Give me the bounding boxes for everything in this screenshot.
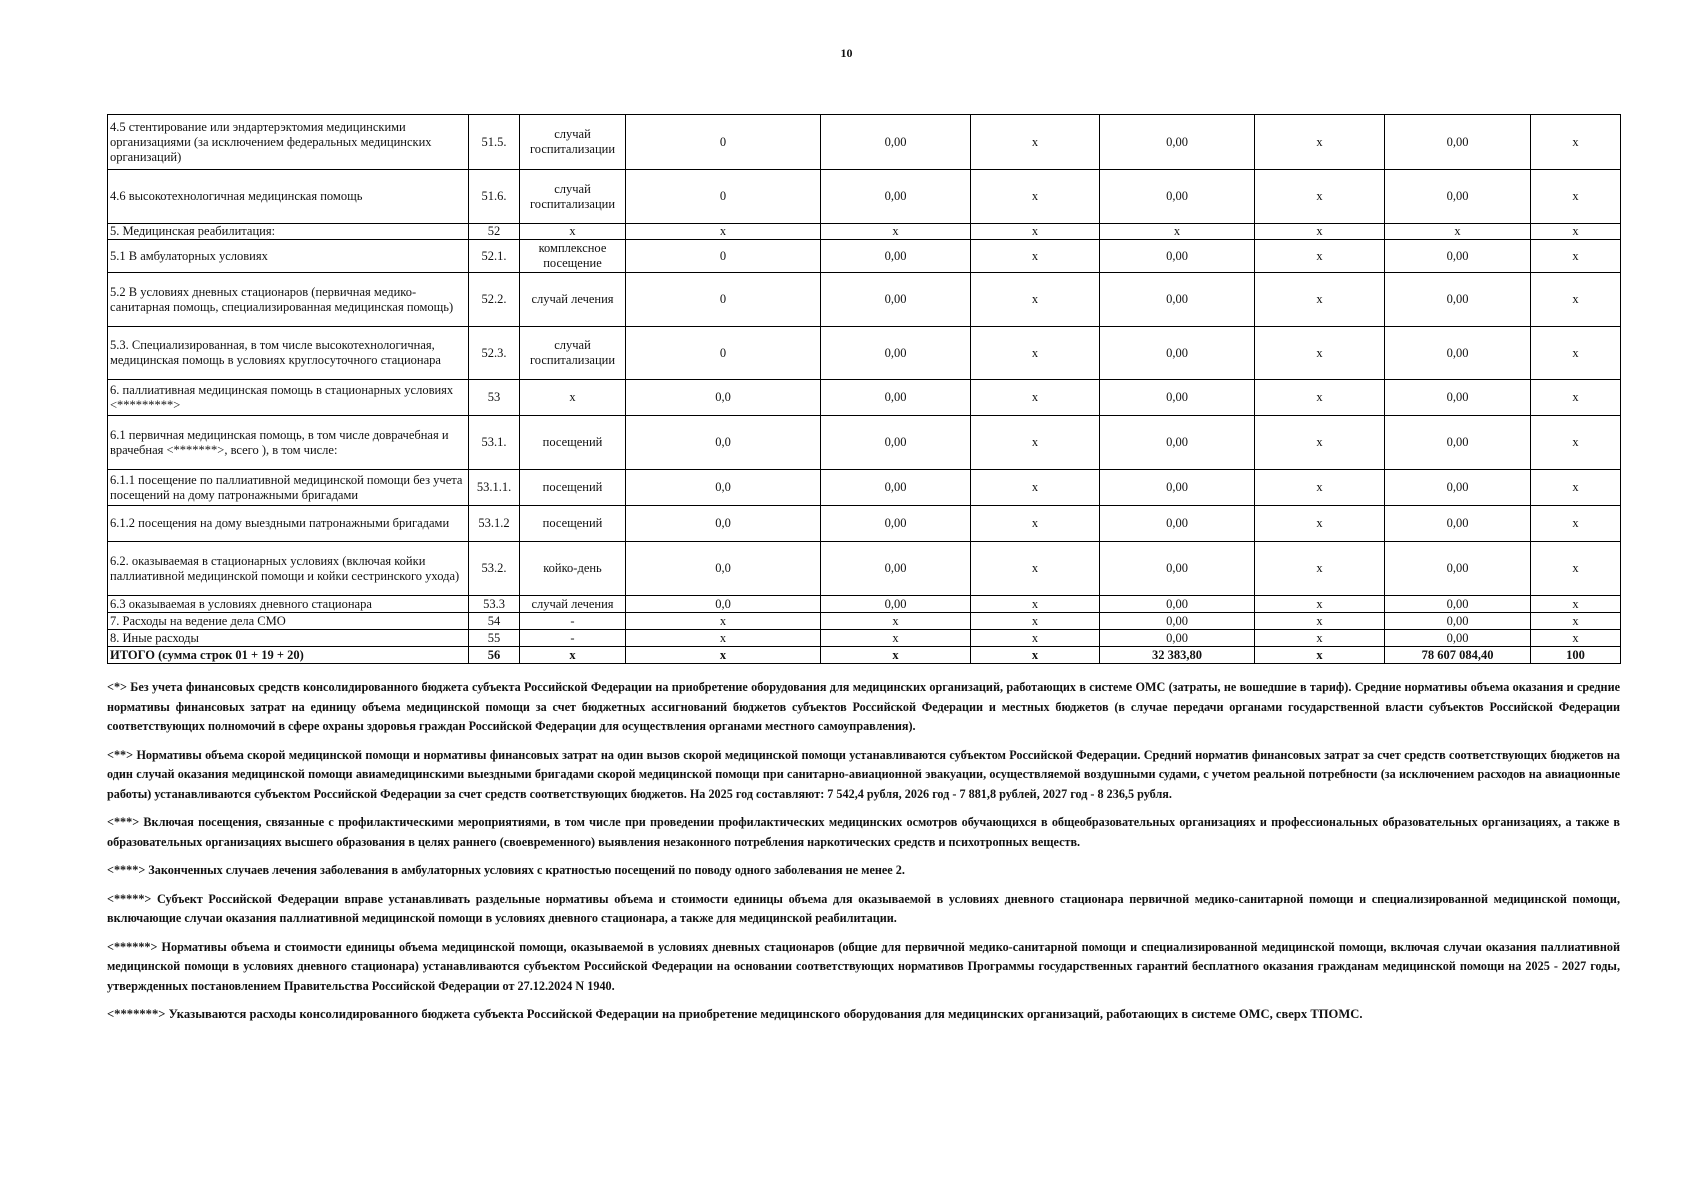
cell: 0,00 [821,506,971,542]
cell: x [1255,273,1385,327]
row-number: 52.3. [469,327,520,380]
row-name: 6. паллиативная медицинская помощь в стационарных условиях <*********> [108,380,469,416]
cell: 0,00 [1385,613,1531,630]
cell: 0,00 [1100,273,1255,327]
cell: x [1100,224,1255,240]
cell: 0,00 [1385,416,1531,470]
row-unit: случай лечения [520,596,626,613]
row-unit: x [520,380,626,416]
cell: 0,00 [821,327,971,380]
cell: 100 [1531,647,1621,664]
cell: 0 [626,273,821,327]
row-name: 4.5 стентирование или эндартерэктомия медицинскими организациями (за исключением федеральных медицинских организаций) [108,115,469,170]
cell: x [1531,416,1621,470]
cell: 0,00 [1385,630,1531,647]
cell: x [971,170,1100,224]
row-unit: посещений [520,470,626,506]
cell: x [971,273,1100,327]
row-number: 52 [469,224,520,240]
cell: 0,00 [1385,170,1531,224]
row-name: 5. Медицинская реабилитация: [108,224,469,240]
cell: 0,0 [626,380,821,416]
cell: x [1531,224,1621,240]
cell: x [821,224,971,240]
row-name: 5.1 В амбулаторных условиях [108,240,469,273]
cell: x [1255,542,1385,596]
table-row [108,273,1621,327]
cell: x [626,224,821,240]
cell: 0,0 [626,506,821,542]
total-row [108,647,1621,664]
cell: x [1255,224,1385,240]
cell: 0,00 [1385,380,1531,416]
cell: 0,00 [821,170,971,224]
cell: 0,00 [821,380,971,416]
row-unit: комплексное посещение [520,240,626,273]
table-row [108,380,1621,416]
cell: x [1531,273,1621,327]
cell: x [1255,647,1385,664]
row-number: 52.1. [469,240,520,273]
table-row [108,613,1621,630]
row-name: 4.6 высокотехнологичная медицинская помощь [108,170,469,224]
cell: x [1255,630,1385,647]
table-row [108,596,1621,613]
cell: 0,00 [1100,596,1255,613]
page-number: 10 [840,46,853,60]
row-number: 55 [469,630,520,647]
row-name: 8. Иные расходы [108,630,469,647]
cell: 0 [626,170,821,224]
cell: x [971,240,1100,273]
footnote: <*****> Субъект Российской Федерации вправе устанавливать раздельные нормативы объема и стоимости единицы объема для оказываемой в условиях дневного стационара первичной медико-санитарной помощи и специализированной медицинской помощи, включающие случаи оказания паллиативной медицинской помощи в условиях дневного стационара, а также для медицинской реабилитации. [107,891,1620,925]
row-number: 51.5. [469,115,520,170]
cell: 0,0 [626,596,821,613]
row-number: 56 [469,647,520,664]
cell: x [626,630,821,647]
table-row [108,327,1621,380]
cell: x [1531,170,1621,224]
cell: x [1385,224,1531,240]
cell: 0,00 [1100,506,1255,542]
table-row [108,170,1621,224]
cell: x [1255,327,1385,380]
cell: x [1255,506,1385,542]
cell: 0 [626,240,821,273]
cell: x [971,224,1100,240]
table-row [108,630,1621,647]
cell: 0,0 [626,416,821,470]
row-number: 52.2. [469,273,520,327]
row-unit: x [520,224,626,240]
footnote: <****> Законченных случаев лечения заболевания в амбулаторных условиях с кратностью посещений по поводу одного заболевания не менее 2. [107,863,905,877]
cell: x [1255,596,1385,613]
cell: 0,00 [1385,327,1531,380]
cell: x [1531,115,1621,170]
cell: 0,00 [1100,170,1255,224]
cell: x [971,380,1100,416]
table-row [108,542,1621,596]
row-unit: случай госпитализации [520,170,626,224]
cell: x [971,596,1100,613]
cell: x [821,613,971,630]
cell: x [1531,470,1621,506]
cell: 0,00 [1100,240,1255,273]
row-unit: случай госпитализации [520,115,626,170]
row-number: 53.1. [469,416,520,470]
cell: x [971,647,1100,664]
cell: 0,00 [821,240,971,273]
footnote: <***> Включая посещения, связанные с профилактическими мероприятиями, в том числе при проведении профилактических медицинских осмотров обучающихся в общеобразовательных организациях и профессиональных образовательных организациях, а также в образовательных организациях высшего образования в целях раннего (своевременного) выявления незаконного потребления наркотических средств и психотропных веществ. [107,815,1620,849]
cell: x [1531,542,1621,596]
cell: 0,00 [1100,470,1255,506]
cell: 0,00 [821,470,971,506]
cell: x [1531,506,1621,542]
cell: x [1255,170,1385,224]
cell: x [971,470,1100,506]
footnote: <**> Нормативы объема скорой медицинской помощи и нормативы финансовых затрат на один вызов скорой медицинской помощи устанавливаются субъектом Российской Федерации. Средний норматив финансовых затрат за счет средств соответствующих бюджетов на один случай оказания медицинской помощи авиамедицинскими выездными бригадами скорой медицинской помощи при санитарно-авиационной эвакуации, осуществляемой воздушными судами, с учетом реальной потребности (за исключением расходов на авиационные работы) устанавливаются субъектом Российской Федерации за счет средств соответствующих бюджетов. На 2025 год составляют: 7 542,4 рубля, 2026 год - 7 881,8 рублей, 2027 год - 8 236,5 рубля. [107,747,1620,801]
cell: 0,00 [1385,542,1531,596]
cell: x [821,647,971,664]
cell: 0,00 [1100,613,1255,630]
table-row [108,240,1621,273]
row-number: 51.6. [469,170,520,224]
cell: 0,00 [1100,542,1255,596]
row-name: 6.1 первичная медицинская помощь, в том числе доврачебная и врачебная <*******>, всего ), в том числе: [108,416,469,470]
cell: 0,00 [1100,416,1255,470]
cell: 0,00 [1100,327,1255,380]
row-unit: - [520,613,626,630]
row-unit: случай лечения [520,273,626,327]
row-unit: случай госпитализации [520,327,626,380]
cell: 0,0 [626,542,821,596]
cell: x [1255,380,1385,416]
row-number: 53.2. [469,542,520,596]
cell: 0,00 [1385,506,1531,542]
cell: 0,0 [626,470,821,506]
cell: x [1531,240,1621,273]
row-name: ИТОГО (сумма строк 01 + 19 + 20) [108,647,469,664]
cell: x [971,630,1100,647]
cell: x [1255,115,1385,170]
row-number: 53 [469,380,520,416]
footnote: <*> Без учета финансовых средств консолидированного бюджета субъекта Российской Федерации на приобретение оборудования для медицинских организаций, работающих в системе ОМС (затраты, не вошедшие в тариф). Средние нормативы объема оказания и средние нормативы финансовых затрат на единицу объема медицинской помощи за счет бюджетных ассигнований бюджетов субъектов Российской Федерации и местных бюджетов (в случае передачи органами государственной власти субъектов Российской Федерации соответствующих полномочий в сфере охраны здоровья граждан Российской Федерации для осуществления органами местного самоуправления). [107,680,1620,733]
cell: x [971,542,1100,596]
row-number: 53.1.1. [469,470,520,506]
cell: x [1531,596,1621,613]
row-number: 53.3 [469,596,520,613]
cell: x [1531,327,1621,380]
cell: 0,00 [1385,470,1531,506]
cell: 0,00 [1385,115,1531,170]
cell: x [1531,630,1621,647]
cell: 0,00 [1100,630,1255,647]
cell: x [971,506,1100,542]
cell: x [1531,613,1621,630]
row-name: 6.3 оказываемая в условиях дневного стационара [108,596,469,613]
row-name: 7. Расходы на ведение дела СМО [108,613,469,630]
financing-table [107,114,1621,664]
cell: x [1531,380,1621,416]
cell: 32 383,80 [1100,647,1255,664]
cell: x [1255,470,1385,506]
row-name: 5.2 В условиях дневных стационаров (первичная медико-санитарная помощь, специализированная медицинская помощь) [108,273,469,327]
cell: 0,00 [1385,273,1531,327]
footnote: <******> Нормативы объема и стоимости единицы объема медицинской помощи, оказываемой в условиях дневных стационаров (общие для первичной медико-санитарной помощи и специализированной медицинской помощи, включая случаи оказания паллиативной медицинской помощи в условиях дневного стационара) устанавливаются субъектом Российской Федерации на основании соответствующих нормативов Программы государственных гарантий бесплатного оказания гражданам медицинской помощи на 2025 - 2027 годы, утвержденных постановлением Правительства Российской Федерации от 27.12.2024 N 1940. [107,939,1620,993]
row-number: 54 [469,613,520,630]
row-unit: койко-день [520,542,626,596]
footnote: <*******> Указываются расходы консолидированного бюджета субъекта Российской Федерации на приобретение медицинского оборудования для медицинских организаций, работающих в системе ОМС, сверх ТПОМС. [107,1007,1363,1021]
cell: x [971,416,1100,470]
cell: x [1255,416,1385,470]
cell: x [626,647,821,664]
table-row [108,470,1621,506]
row-name: 6.1.2 посещения на дому выездными патронажными бригадами [108,506,469,542]
table-row [108,416,1621,470]
row-unit: посещений [520,506,626,542]
cell: 0,00 [1385,596,1531,613]
row-number: 53.1.2 [469,506,520,542]
footnotes [107,678,1620,1034]
cell: 0,00 [1385,240,1531,273]
cell: x [971,613,1100,630]
cell: x [821,630,971,647]
cell: x [1255,240,1385,273]
cell: 0 [626,115,821,170]
cell: 0,00 [821,542,971,596]
cell: 0,00 [821,416,971,470]
row-name: 6.2. оказываемая в стационарных условиях (включая койки паллиативной медицинской помощи и койки сестринского ухода) [108,542,469,596]
cell: 0,00 [821,596,971,613]
table-row [108,224,1621,240]
table-row [108,506,1621,542]
cell: x [971,115,1100,170]
row-unit: - [520,630,626,647]
cell: 0,00 [1100,115,1255,170]
cell: 78 607 084,40 [1385,647,1531,664]
cell: 0 [626,327,821,380]
cell: x [626,613,821,630]
row-unit: посещений [520,416,626,470]
cell: x [1255,613,1385,630]
row-unit: x [520,647,626,664]
cell: 0,00 [1100,380,1255,416]
row-name: 5.3. Специализированная, в том числе высокотехнологичная, медицинская помощь в условиях круглосуточного стационара [108,327,469,380]
table-row [108,115,1621,170]
cell: x [971,327,1100,380]
cell: 0,00 [821,115,971,170]
cell: 0,00 [821,273,971,327]
row-name: 6.1.1 посещение по паллиативной медицинской помощи без учета посещений на дому патронажными бригадами [108,470,469,506]
